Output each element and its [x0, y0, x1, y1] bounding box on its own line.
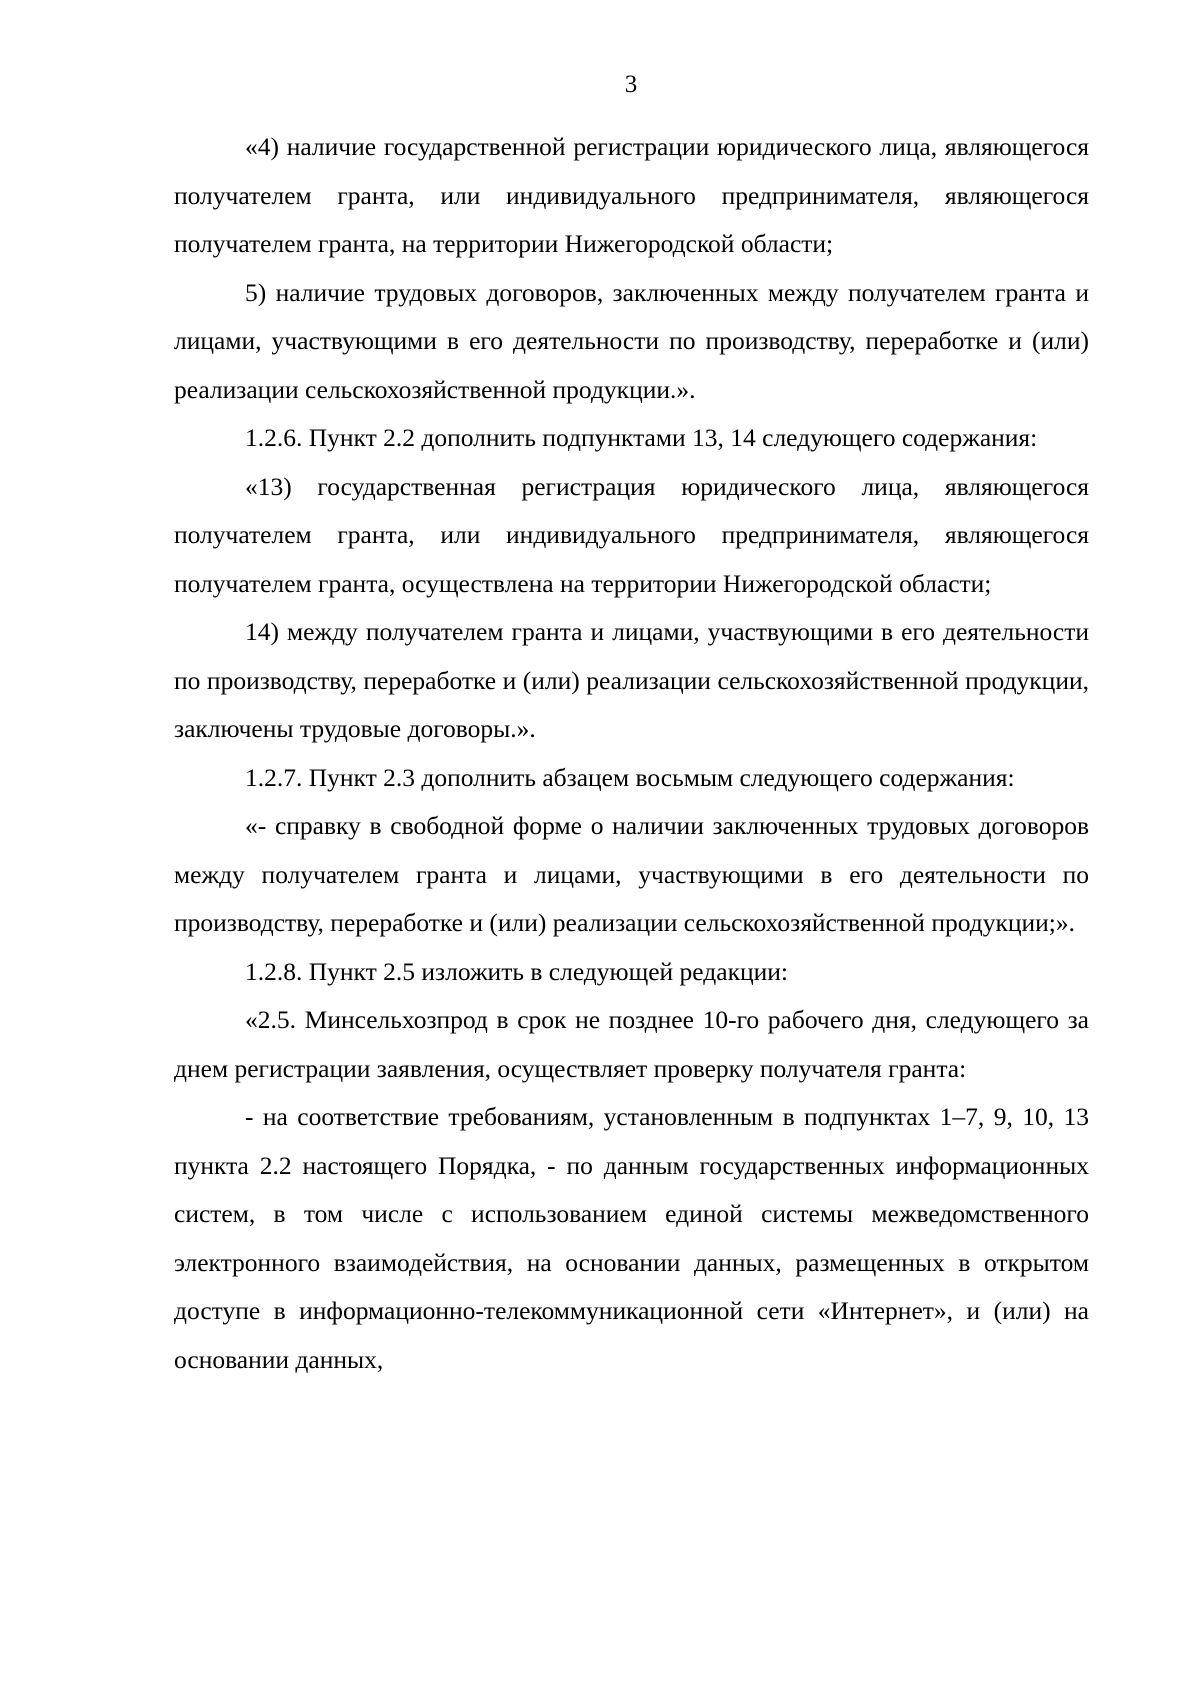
- paragraph-2-5: «2.5. Минсельхозпрод в срок не позднее 10-го рабочего дня, следующего за днем регистрации заявления, осуществляет проверку получателя гранта:: [174, 1005, 1089, 1083]
- paragraph-item-14: 14) между получателем гранта и лицами, участвующими в его деятельности по производству, переработке и (или) реализации сельскохозяйственной продукции, заключены трудовые договоры.».: [174, 617, 1089, 743]
- paragraph-1-2-8: 1.2.8. Пункт 2.5 изложить в следующей редакции:: [245, 956, 788, 986]
- page-number: 3: [624, 71, 638, 98]
- paragraph-item-13: «13) государственная регистрация юридического лица, являющегося получателем гранта, или индивидуального предпринимателя, являющегося получателем гранта, осуществлена на территории Нижегородской области;: [174, 471, 1089, 598]
- document-body: [174, 123, 1089, 1384]
- paragraph-1-2-7: 1.2.7. Пункт 2.3 дополнить абзацем восьмым следующего содержания:: [245, 762, 1015, 792]
- paragraph-certificate: «- справку в свободной форме о наличии заключенных трудовых договоров между получателем гранта и лицами, участвующими в его деятельности по производству, переработке и (или) реализации сельскохозяйственной продукции;».: [174, 811, 1089, 937]
- paragraph-item-4: «4) наличие государственной регистрации юридического лица, являющегося получателем гранта, или индивидуального предпринимателя, являющегося получателем гранта, на территории Нижегородской области;: [174, 132, 1089, 258]
- paragraph-requirements-check: - на соответствие требованиям, установленным в подпунктах 1–7, 9, 10, 13 пункта 2.2 настоящего Порядка, - по данным государственных информационных систем, в том числе с использованием единой системы межведомственного электронного взаимодействия, на основании данных, размещенных в открытом доступе в информационно-телекоммуникационной сети «Интернет», и (или) на основании данных,: [174, 1102, 1089, 1374]
- paragraph-1-2-6: 1.2.6. Пункт 2.2 дополнить подпунктами 13, 14 следующего содержания:: [245, 423, 1038, 452]
- paragraph-item-5: 5) наличие трудовых договоров, заключенных между получателем гранта и лицами, участвующими в его деятельности по производству, переработке и (или) реализации сельскохозяйственной продукции.».: [174, 277, 1089, 404]
